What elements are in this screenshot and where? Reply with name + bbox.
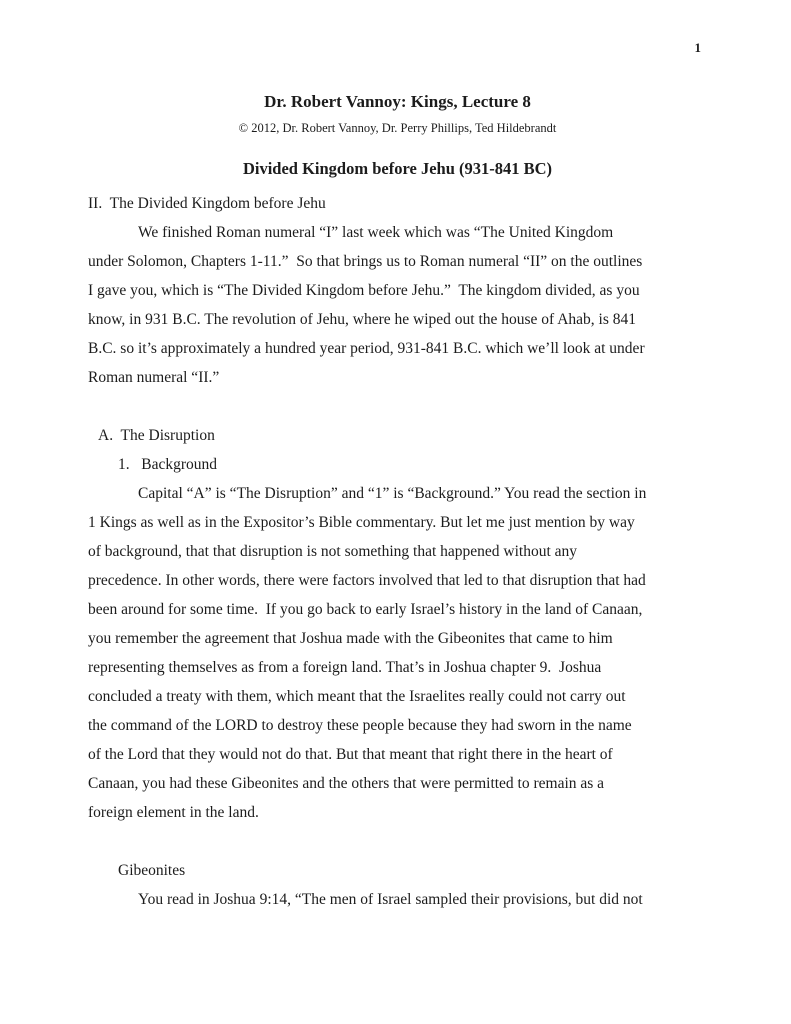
blank-line xyxy=(88,392,707,421)
text-line: the command of the LORD to destroy these people because they had sworn in the name xyxy=(88,717,632,734)
text-line: representing themselves as from a foreign land. That’s in Joshua chapter 9. Joshua xyxy=(88,659,602,676)
text-line: 1 Kings as well as in the Expositor’s Bible commentary. But let me just mention by way xyxy=(88,514,635,531)
text-line: I gave you, which is “The Divided Kingdom before Jehu.” The kingdom divided, as you xyxy=(88,282,640,299)
text-line: of the Lord that they would not do that. But that meant that right there in the heart of xyxy=(88,746,613,763)
text-line: precedence. In other words, there were factors involved that led to that disruption that had xyxy=(88,572,646,589)
text-line: under Solomon, Chapters 1-11.” So that brings us to Roman numeral “II” on the outlines xyxy=(88,253,643,270)
outline-heading-ii: II. The Divided Kingdom before Jehu xyxy=(88,195,326,212)
text-line: B.C. so it’s approximately a hundred year period, 931-841 B.C. which we’ll look at under xyxy=(88,340,645,357)
section-heading-a: A. The Disruption xyxy=(98,427,215,444)
blank-line xyxy=(88,827,707,856)
text-line: know, in 931 B.C. The revolution of Jehu, where he wiped out the house of Ahab, is 841 xyxy=(88,311,637,328)
text-line: of background, that that disruption is not something that happened without any xyxy=(88,543,578,560)
text-line: We finished Roman numeral “I” last week which was “The United Kingdom xyxy=(138,224,614,241)
text-line: been around for some time. If you go back to early Israel’s history in the land of Canaan, xyxy=(88,601,643,618)
document-body xyxy=(88,189,707,914)
text-line: you remember the agreement that Joshua made with the Gibeonites that came to him xyxy=(88,630,613,647)
document-subtitle: Divided Kingdom before Jehu (931-841 BC) xyxy=(242,159,553,178)
document-content xyxy=(88,92,707,914)
text-line: Canaan, you had these Gibeonites and the others that were permitted to remain as a xyxy=(88,775,605,792)
text-line: foreign element in the land. xyxy=(88,804,259,821)
text-line: Roman numeral “II.” xyxy=(88,369,220,386)
text-line: You read in Joshua 9:14, “The men of Israel sampled their provisions, but did not xyxy=(138,891,643,908)
copyright-line: © 2012, Dr. Robert Vannoy, Dr. Perry Phillips, Ted Hildebrandt xyxy=(238,121,557,135)
text-line: Capital “A” is “The Disruption” and “1” is “Background.” You read the section in xyxy=(138,485,647,502)
page-number: 1 xyxy=(694,40,701,55)
text-line: concluded a treaty with them, which meant that the Israelites really could not carry out xyxy=(88,688,626,705)
document-title: Dr. Robert Vannoy: Kings, Lecture 8 xyxy=(264,92,531,111)
gibeonites-heading: Gibeonites xyxy=(118,862,186,879)
section-heading-1: 1. Background xyxy=(118,456,218,473)
